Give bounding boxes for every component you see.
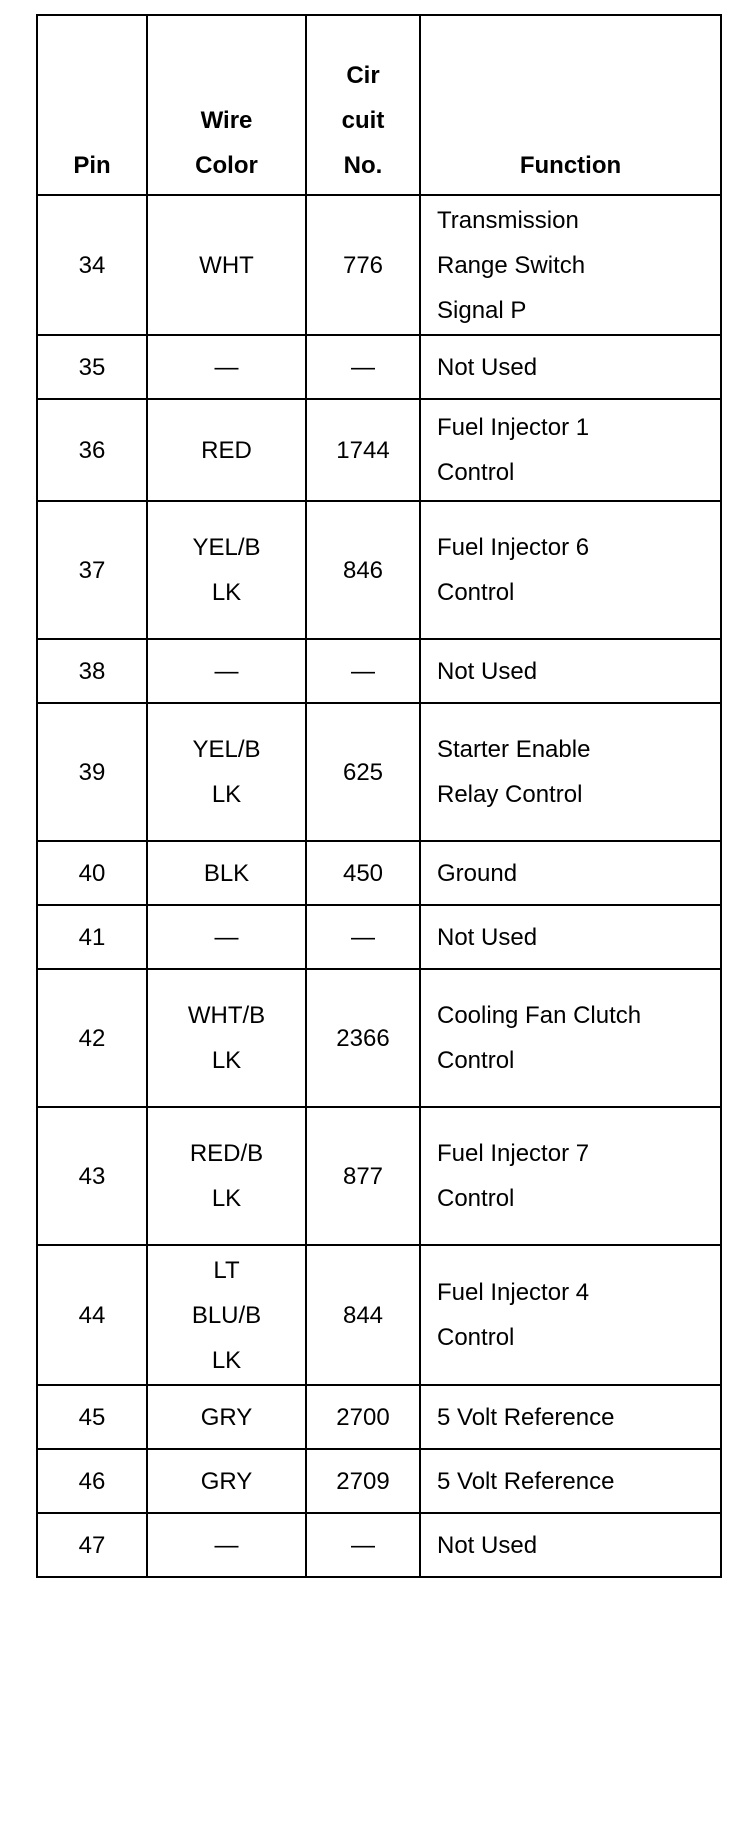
- circuit-no-cell: 2709: [306, 1449, 420, 1513]
- table-row: [37, 969, 721, 1107]
- function-cell: Not Used: [420, 639, 721, 703]
- pin-cell: 40: [37, 841, 147, 905]
- wire-color-cell: WHT: [147, 195, 306, 335]
- pin-cell: 36: [37, 399, 147, 501]
- wire-color-cell: BLK: [147, 841, 306, 905]
- function-cell: Not Used: [420, 905, 721, 969]
- circuit-no-cell: 450: [306, 841, 420, 905]
- table-row: [37, 335, 721, 399]
- pin-cell: 35: [37, 335, 147, 399]
- function-cell: Fuel Injector 4 Control: [420, 1245, 721, 1385]
- table-row: [37, 1449, 721, 1513]
- circuit-no-cell: 776: [306, 195, 420, 335]
- table-row: [37, 703, 721, 841]
- table-row: [37, 1107, 721, 1245]
- header-circuit-no: Cir cuit No.: [306, 15, 420, 195]
- table-row: [37, 639, 721, 703]
- wire-color-cell: GRY: [147, 1449, 306, 1513]
- pin-cell: 43: [37, 1107, 147, 1245]
- circuit-no-cell: —: [306, 1513, 420, 1577]
- wire-color-cell: YEL/B LK: [147, 501, 306, 639]
- table-row: [37, 195, 721, 335]
- pin-cell: 42: [37, 969, 147, 1107]
- circuit-no-cell: 846: [306, 501, 420, 639]
- table-row: [37, 501, 721, 639]
- function-cell: Fuel Injector 6 Control: [420, 501, 721, 639]
- pin-cell: 44: [37, 1245, 147, 1385]
- function-cell: 5 Volt Reference: [420, 1449, 721, 1513]
- table-body: [37, 195, 721, 1577]
- circuit-no-cell: —: [306, 335, 420, 399]
- function-cell: Transmission Range Switch Signal P: [420, 195, 721, 335]
- table-row: [37, 1385, 721, 1449]
- table-row: [37, 905, 721, 969]
- wire-color-cell: —: [147, 335, 306, 399]
- function-cell: 5 Volt Reference: [420, 1385, 721, 1449]
- function-cell: Not Used: [420, 1513, 721, 1577]
- function-cell: Fuel Injector 1 Control: [420, 399, 721, 501]
- wire-color-cell: RED/B LK: [147, 1107, 306, 1245]
- wire-color-cell: GRY: [147, 1385, 306, 1449]
- wire-color-cell: —: [147, 1513, 306, 1577]
- pin-cell: 41: [37, 905, 147, 969]
- circuit-no-cell: —: [306, 639, 420, 703]
- table-row: [37, 841, 721, 905]
- circuit-no-cell: 2366: [306, 969, 420, 1107]
- wire-color-cell: YEL/B LK: [147, 703, 306, 841]
- function-cell: Fuel Injector 7 Control: [420, 1107, 721, 1245]
- circuit-no-cell: 1744: [306, 399, 420, 501]
- circuit-no-cell: 2700: [306, 1385, 420, 1449]
- pin-cell: 47: [37, 1513, 147, 1577]
- wire-color-cell: LT BLU/B LK: [147, 1245, 306, 1385]
- pin-cell: 46: [37, 1449, 147, 1513]
- function-cell: Starter Enable Relay Control: [420, 703, 721, 841]
- pin-cell: 39: [37, 703, 147, 841]
- function-cell: Not Used: [420, 335, 721, 399]
- circuit-no-cell: 625: [306, 703, 420, 841]
- function-cell: Cooling Fan Clutch Control: [420, 969, 721, 1107]
- function-cell: Ground: [420, 841, 721, 905]
- header-wire-color: Wire Color: [147, 15, 306, 195]
- table-row: [37, 399, 721, 501]
- circuit-no-cell: 844: [306, 1245, 420, 1385]
- pin-cell: 34: [37, 195, 147, 335]
- circuit-no-cell: 877: [306, 1107, 420, 1245]
- circuit-no-cell: —: [306, 905, 420, 969]
- wire-color-cell: WHT/B LK: [147, 969, 306, 1107]
- wire-color-cell: —: [147, 905, 306, 969]
- pin-cell: 38: [37, 639, 147, 703]
- pin-cell: 45: [37, 1385, 147, 1449]
- table-row: [37, 1513, 721, 1577]
- pin-table: [36, 14, 722, 1578]
- wire-color-cell: —: [147, 639, 306, 703]
- table-row: [37, 1245, 721, 1385]
- header-function: Function: [420, 15, 721, 195]
- wire-color-cell: RED: [147, 399, 306, 501]
- header-pin: Pin: [37, 15, 147, 195]
- pin-cell: 37: [37, 501, 147, 639]
- table-header: [37, 15, 721, 195]
- header-row: [37, 15, 721, 195]
